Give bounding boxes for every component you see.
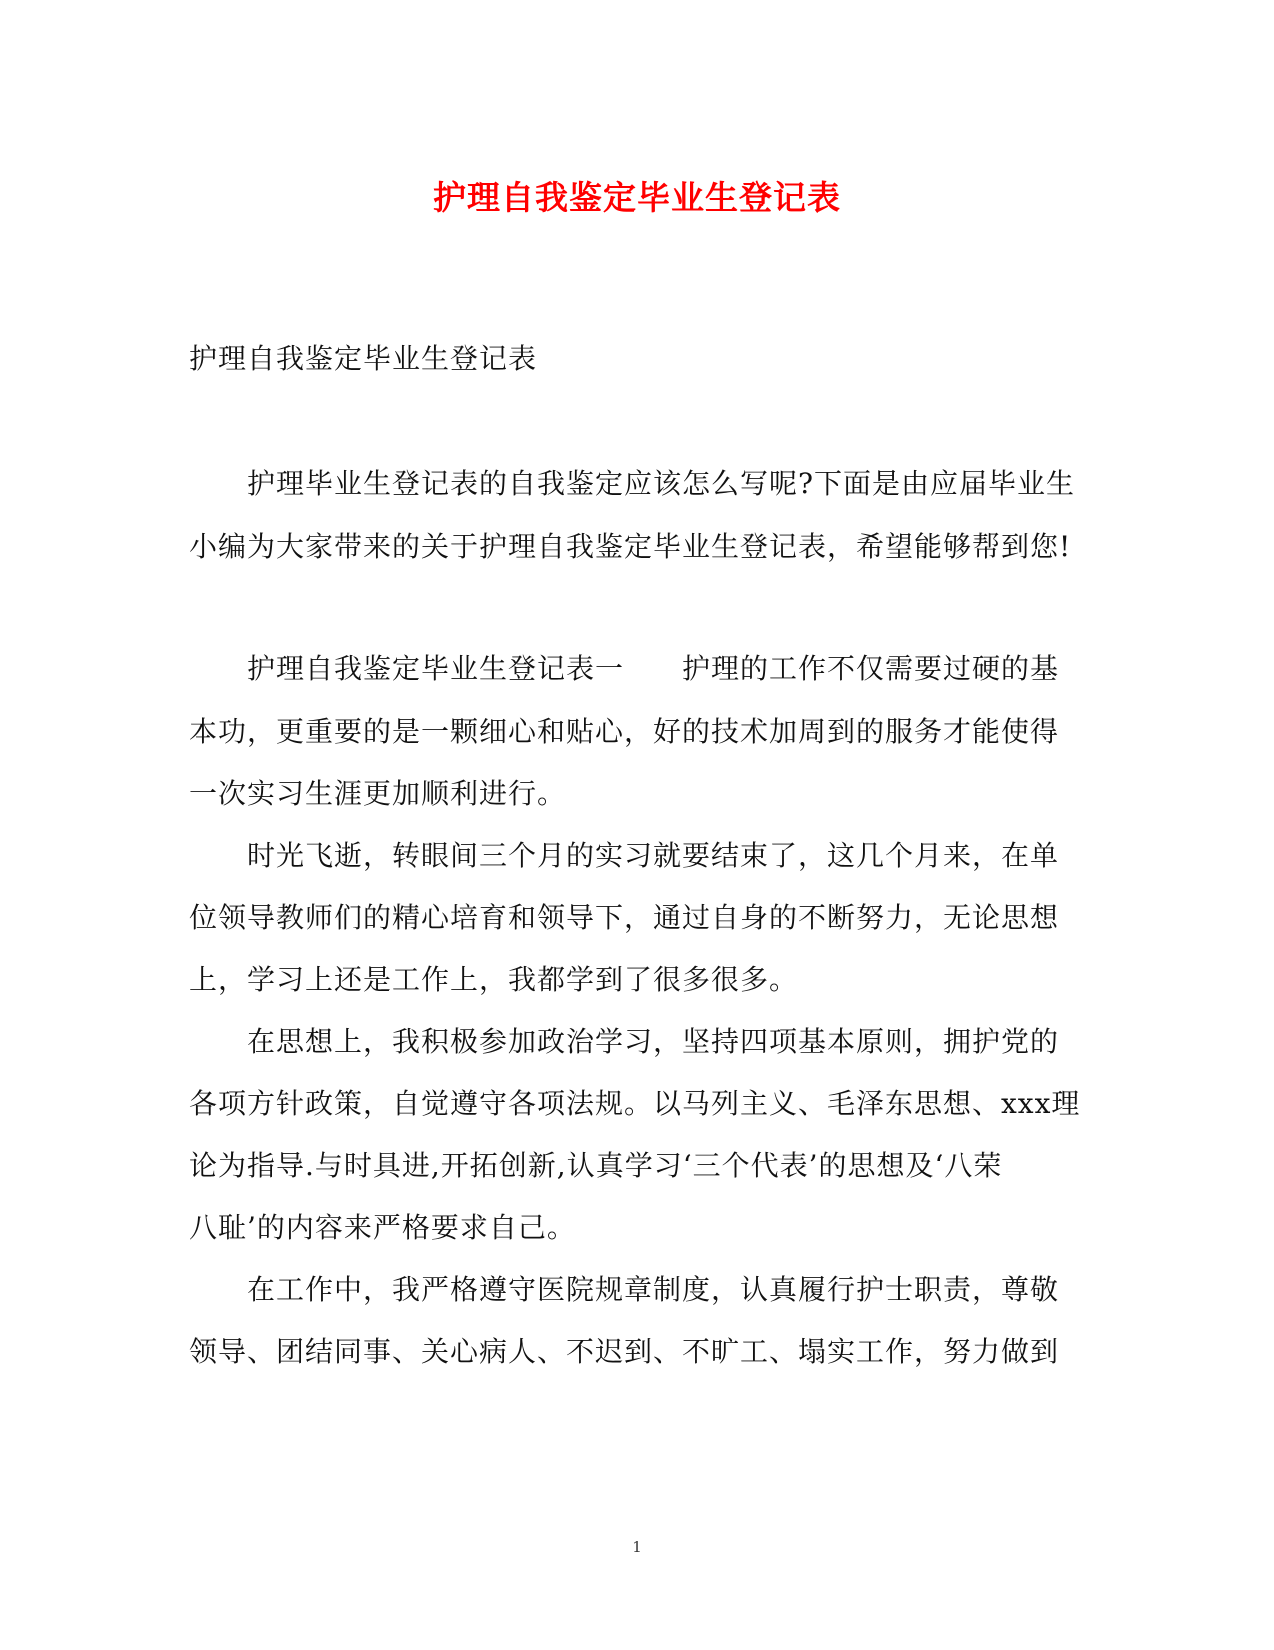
paragraph-line: 护理毕业生登记表的自我鉴定应该怎么写呢?下面是由应届毕业生 — [189, 467, 1076, 500]
paragraph-line: 一次实习生涯更加顺利进行。 — [189, 777, 567, 810]
paragraph-line: 本功，更重要的是一颗细心和贴心，好的技术加周到的服务才能使得 — [189, 715, 1060, 748]
paragraph-line: 领导、团结同事、关心病人、不迟到、不旷工、塌实工作，努力做到 — [189, 1335, 1060, 1368]
paragraph-line: 论为指导.与时具进,开拓创新,认真学习‘三个代表’的思想及‘八荣 — [189, 1149, 1003, 1182]
paragraph-line: 在思想上，我积极参加政治学习，坚持四项基本原则，拥护党的 — [189, 1025, 1060, 1058]
document-subtitle: 护理自我鉴定毕业生登记表 — [189, 342, 538, 375]
paragraph-line: 位领导教师们的精心培育和领导下，通过自身的不断努力，无论思想 — [189, 901, 1060, 934]
paragraph-line: 护理自我鉴定毕业生登记表一 护理的工作不仅需要过硬的基 — [189, 652, 1060, 685]
page-number: 1 — [632, 1538, 642, 1556]
paragraph-line: 时光飞逝，转眼间三个月的实习就要结束了，这几个月来，在单 — [189, 839, 1060, 872]
paragraph-line: 各项方针政策，自觉遵守各项法规。以马列主义、毛泽东思想、xxx理 — [189, 1087, 1081, 1120]
paragraph-line: 小编为大家带来的关于护理自我鉴定毕业生登记表，希望能够帮到您! — [189, 530, 1072, 563]
paragraph-line: 八耻’的内容来严格要求自己。 — [189, 1211, 576, 1244]
paragraph-line: 上，学习上还是工作上，我都学到了很多很多。 — [189, 963, 799, 996]
document-title: 护理自我鉴定毕业生登记表 — [433, 178, 841, 217]
paragraph-line: 在工作中，我严格遵守医院规章制度，认真履行护士职责，尊敬 — [189, 1273, 1060, 1306]
